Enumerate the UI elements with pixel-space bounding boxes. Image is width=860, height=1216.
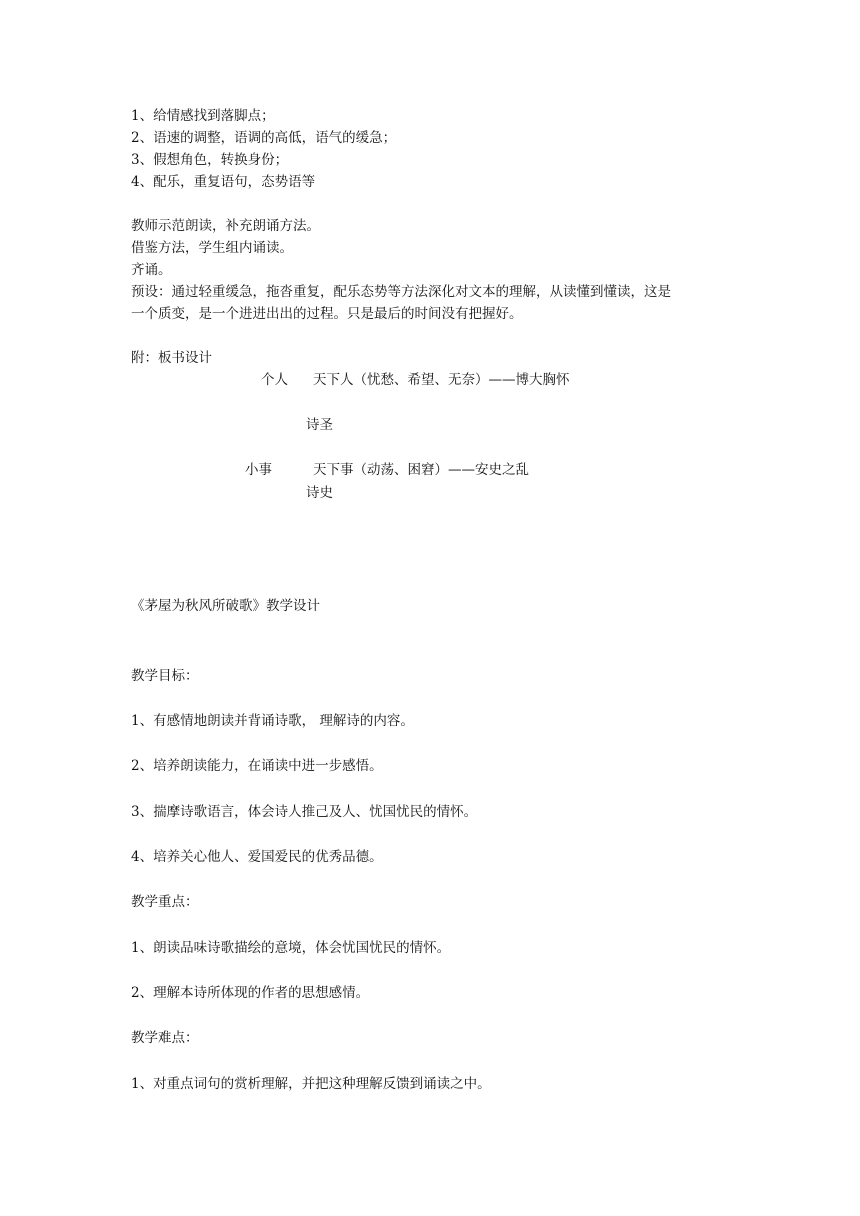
board-middle-1: 诗圣	[306, 417, 333, 433]
difficulty-heading: 教学难点：	[131, 1030, 199, 1046]
step-line: 4、配乐，重复语句，态势语等	[131, 174, 316, 190]
goal-item: 3、揣摩诗歌语言，体会诗人推己及人、忧国忧民的情怀。	[131, 804, 478, 820]
board-left-top: 个人	[261, 372, 288, 388]
design-title: 《茅屋为秋风所破歌》教学设计	[131, 598, 320, 614]
goal-item: 2、培养朗读能力，在诵读中进一步感悟。	[131, 758, 383, 774]
key-item: 1、朗读品味诗歌描绘的意境，体会忧国忧民的情怀。	[131, 940, 451, 956]
activity-line: 齐诵。	[131, 262, 172, 278]
goals-heading: 教学目标：	[131, 668, 199, 684]
board-middle-2: 诗史	[306, 485, 333, 501]
activity-line: 教师示范朗读，补充朗诵方法。	[131, 218, 320, 234]
key-item: 2、理解本诗所体现的作者的思想感情。	[131, 985, 370, 1001]
activity-line: 预设：通过轻重缓急，拖沓重复，配乐态势等方法深化对文本的理解，从读懂到懂读，这是	[131, 284, 671, 300]
activity-line: 借鉴方法，学生组内诵读。	[131, 240, 293, 256]
board-right-bottom: 天下事（动荡、困窘）——安史之乱	[313, 462, 529, 478]
difficulty-item: 1、对重点词句的赏析理解，并把这种理解反馈到诵读之中。	[131, 1076, 491, 1092]
key-heading: 教学重点：	[131, 894, 199, 910]
step-line: 1、给情感找到落脚点；	[131, 108, 275, 124]
activity-line: 一个质变，是一个进进出出的过程。只是最后的时间没有把握好。	[131, 306, 523, 322]
board-left-bottom: 小事	[245, 462, 272, 478]
goal-item: 1、有感情地朗读并背诵诗歌， 理解诗的内容。	[131, 713, 414, 729]
board-right-top: 天下人（忧愁、希望、无奈）——博大胸怀	[313, 372, 570, 388]
step-line: 2、语速的调整，语调的高低，语气的缓急；	[131, 130, 397, 146]
step-line: 3、假想角色，转换身份；	[131, 152, 289, 168]
goal-item: 4、培养关心他人、爱国爱民的优秀品德。	[131, 849, 383, 865]
board-heading: 附：板书设计	[131, 350, 212, 366]
